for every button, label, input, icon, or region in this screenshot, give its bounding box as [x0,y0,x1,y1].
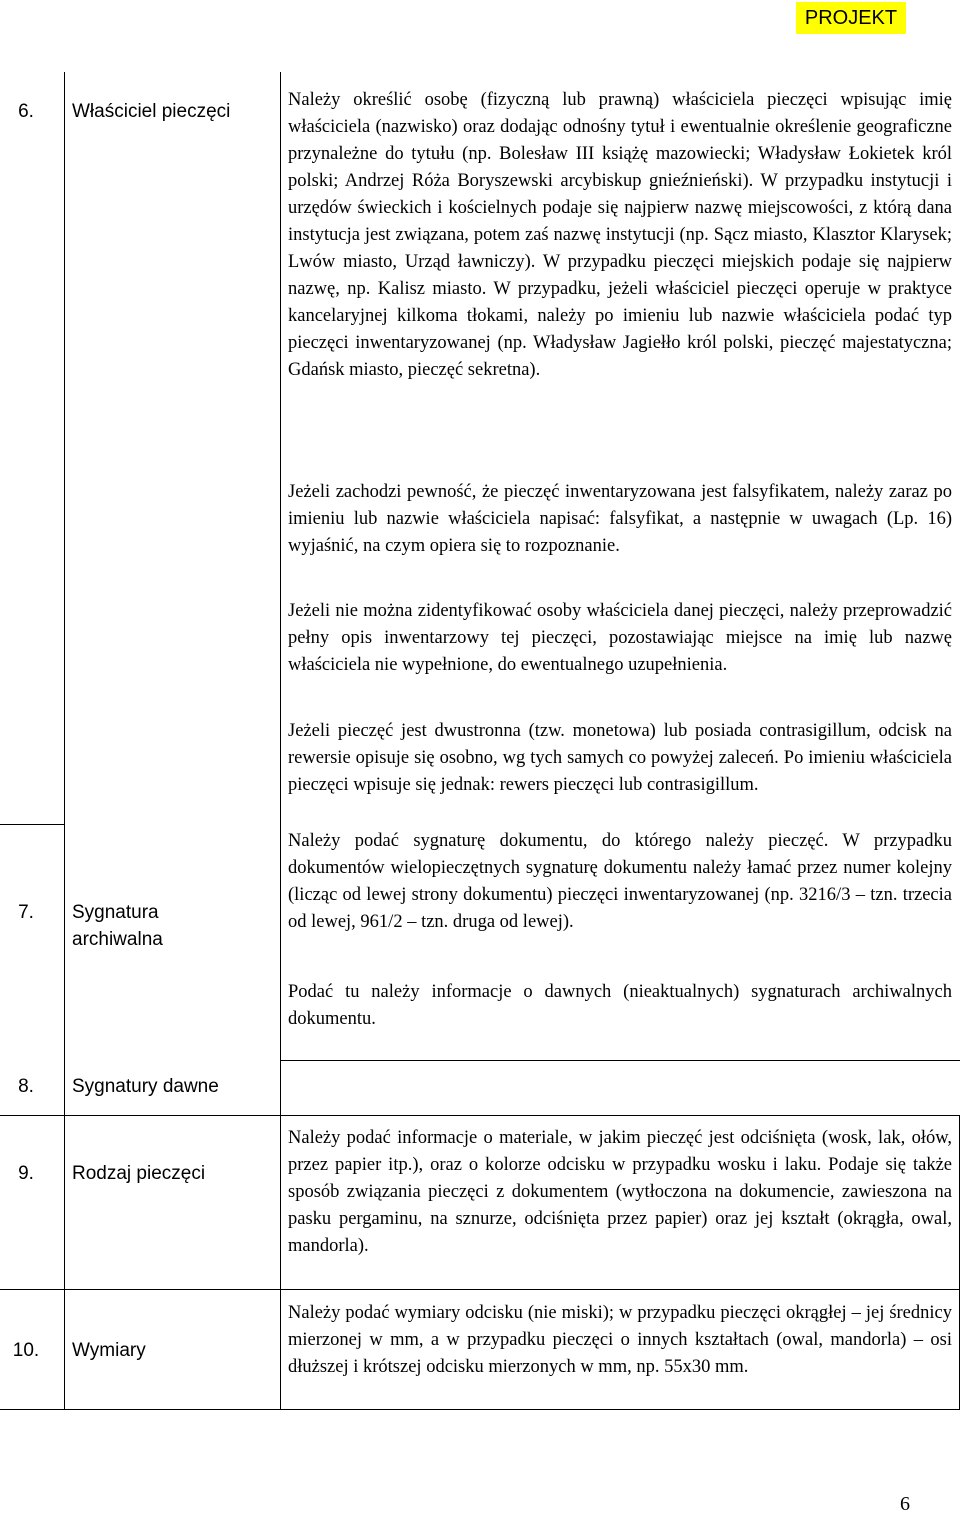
row-label-old-signatures: Sygnatury dawne [72,1076,219,1097]
row-line-9-10 [0,1289,960,1290]
two-sided-seal-note: Jeżeli pieczęć jest dwustronna (tzw. monetowa) lub posiada contrasigillum, odcisk na rewersie opisuje się osobno, wg tych samych co powyżej zaleceń. Po imieniu właściciela pieczęci wpisuje się jednak: rewers pieczęci lub contrasigillum. [288,721,952,795]
row-line-6-7 [0,824,64,825]
table-bottom-border [0,1409,960,1410]
page-number: 6 [900,1493,910,1515]
owner-description: Należy określić osobę (fizyczną lub prawną) właściciela pieczęci wpisując imię właściciela (nazwisko) oraz dodając odnośny tytuł i ewentualnie określenie geograficzne przynależne do tytułu (np. Bolesław III książę mazowiecki; Władysław Łokietek król polski; Andrzej Róża Boryszewski arcybiskup gnieźnieński). W przypadku instytucji i urzędów świeckich i kościelnych podaje się najpierw nazwę miejscowości, z którą dana instytucja jest związana, potem zaś nazwę instytucji (np. Sącz miasto, Klasztor Klarysek; Lwów miasto, Urząd ławniczy). W przypadku pieczęci miejskich podaje się najpierw nazwę, np. Kalisz miasto. W przypadku, jeżeli właściciel pieczęci operuje w praktyce kancelaryjnej kilkoma tłokami, należy po imieniu lub nazwie właściciela podać typ pieczęci inwentaryzowanej (np. Władysław Jagiełło król polski, pieczęć majestatyczna; Gdańsk miasto, pieczęć sekretna). [288,90,952,380]
archival-signature-description: Należy podać sygnaturę dokumentu, do którego należy pieczęć. W przypadku dokumentów wielopieczętnych sygnaturę dokumentu należy łamać przez numer kolejny (licząc od lewej strony dokumentu) pieczęci inwentaryzowanej (np. 3216/3 – tzn. trzecia od lewej, 961/2 – tzn. druga od lewej). [288,831,952,932]
row-label-archival-signature: Sygnatura archiwalna [72,902,163,950]
row-line-8-9 [0,1115,960,1116]
row-line-7-8 [280,1060,960,1061]
projekt-badge: PROJEKT [796,2,906,34]
forgery-note: Jeżeli zachodzi pewność, że pieczęć inwentaryzowana jest falsyfikatem, należy zaraz po imieniu lub nazwie właściciela napisać: falsyfikat, a następnie w uwagach (Lp. 16) wyjaśnić, na czym opiera się to rozpoznanie. [288,482,952,556]
old-signatures-description: Podać tu należy informacje o dawnych (nieaktualnych) sygnaturach archiwalnych dokumentu. [288,982,952,1029]
row-label-owner: Właściciel pieczęci [72,101,231,122]
col-divider-2 [280,72,281,1409]
unidentified-owner-note: Jeżeli nie można zidentyfikować osoby właściciela danej pieczęci, należy przeprowadzić pełny opis inwentarzowy tej pieczęci, pozostawiając miejsce na imię lub nazwę właściciela nie wypełnione, do ewentualnego uzupełnienia. [288,601,952,675]
row-number: 8. [18,1076,34,1097]
row-number: 9. [18,1163,34,1184]
row-label-dimensions: Wymiary [72,1340,146,1361]
seal-type-description: Należy podać informacje o materiale, w jakim pieczęć jest odciśnięta (wosk, lak, ołów, przez papier itp.), oraz o kolorze odcisku w przypadku wosku i laku. Podaje się także sposób związania pieczęci z dokumentem (wytłoczona na dokumencie, zawieszona na pasku pergaminu, na sznurze, odciśnięta przez papier) oraz jej kształt (okrągła, owal, mandorla). [288,1128,952,1256]
col-divider-1 [64,72,65,1409]
dimensions-description: Należy podać wymiary odcisku (nie miski); w przypadku pieczęci okrągłej – jej średnicy mierzonej w mm, a w przypadku pieczęci o innych kształtach (owal, mandorla) – osi dłuższej i krótszej odcisku mierzonych w mm, np. 55x30 mm. [288,1303,952,1377]
row-number: 10. [12,1340,40,1361]
row-label-seal-type: Rodzaj pieczęci [72,1163,206,1184]
row-number: 6. [18,101,34,122]
row-number: 7. [18,902,34,923]
